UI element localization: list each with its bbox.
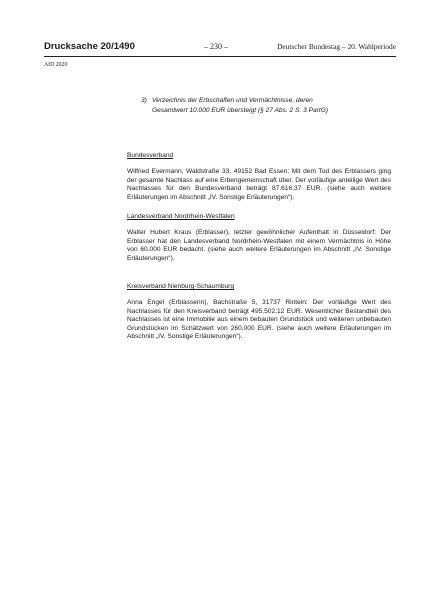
party-year-label: AfD 2020 <box>44 62 68 68</box>
page-number: – 230 – <box>204 42 228 51</box>
document-label: Drucksache <box>44 41 98 52</box>
section-heading: Bundesverband <box>127 152 174 159</box>
section-landesverband-nrw <box>127 213 391 263</box>
section-kreisverband-nienburg <box>127 283 391 342</box>
section-body: Wilfried Evermann, Waldstraße 33, 49152 Bad Essen: Mit dem Tod des Erblassers ging der gesamte Nachlass auf eine Erbengemeinschaft über. Der vorläufige anteilige Wert des Nachlasses für den Bundesverband beträgt 87.616,37 EUR. (siehe auch weitere Erläuterungen im Abschnitt „IV. Sonstige Erläuterungen“). <box>127 168 391 201</box>
intro-number: 3) <box>141 97 147 104</box>
intro-line-2: Gesamtwert 10.000 EUR übersteigt (§ 27 Abs. 2 S. 3 PartG) <box>152 107 329 114</box>
intro-line-1: Verzeichnis der Erbschaften und Vermächtnisse, deren <box>152 97 313 104</box>
section-heading: Kreisverband Nienburg-Schaumburg <box>127 283 235 290</box>
page-header <box>44 40 396 57</box>
document-id <box>44 41 135 52</box>
section-body: Anna Engel (Erblasserin), Bachstraße 5, 31737 Rinteln: Der vorläufige Wert des Nachlasses für den Kreisverband beträgt 495.502,12 EUR. Wesentlicher Bestandteil des Nachlasses ist eine Immobilie aus einem bebauten Grundstück und weiteren unbebauten Grundstücken im Schätzwert von 260.000 EUR. (siehe auch weitere Erläuterungen im Abschnitt „IV. Sonstige Erläuterungen“). <box>127 299 391 341</box>
section-heading: Landesverband Nordrhein-Westfalen <box>127 213 235 220</box>
section-body: Walter Hubert Kraus (Erblasser), letzter gewöhnlicher Aufenthalt in Düsseldorf: Der Erblasser hat den Landesverband Nordrhein-Westfalen mit einem Vermächtnis in Höhe von 60.000 EUR bedacht. (siehe auch weitere Erläuterungen im Abschnitt „IV. Sonstige Erläuterungen“). <box>127 229 391 262</box>
parliament-label: Deutscher Bundestag – 20. Wahlperiode <box>277 42 396 51</box>
section-bundesverband <box>127 152 391 202</box>
document-number: 20/1490 <box>100 41 135 52</box>
